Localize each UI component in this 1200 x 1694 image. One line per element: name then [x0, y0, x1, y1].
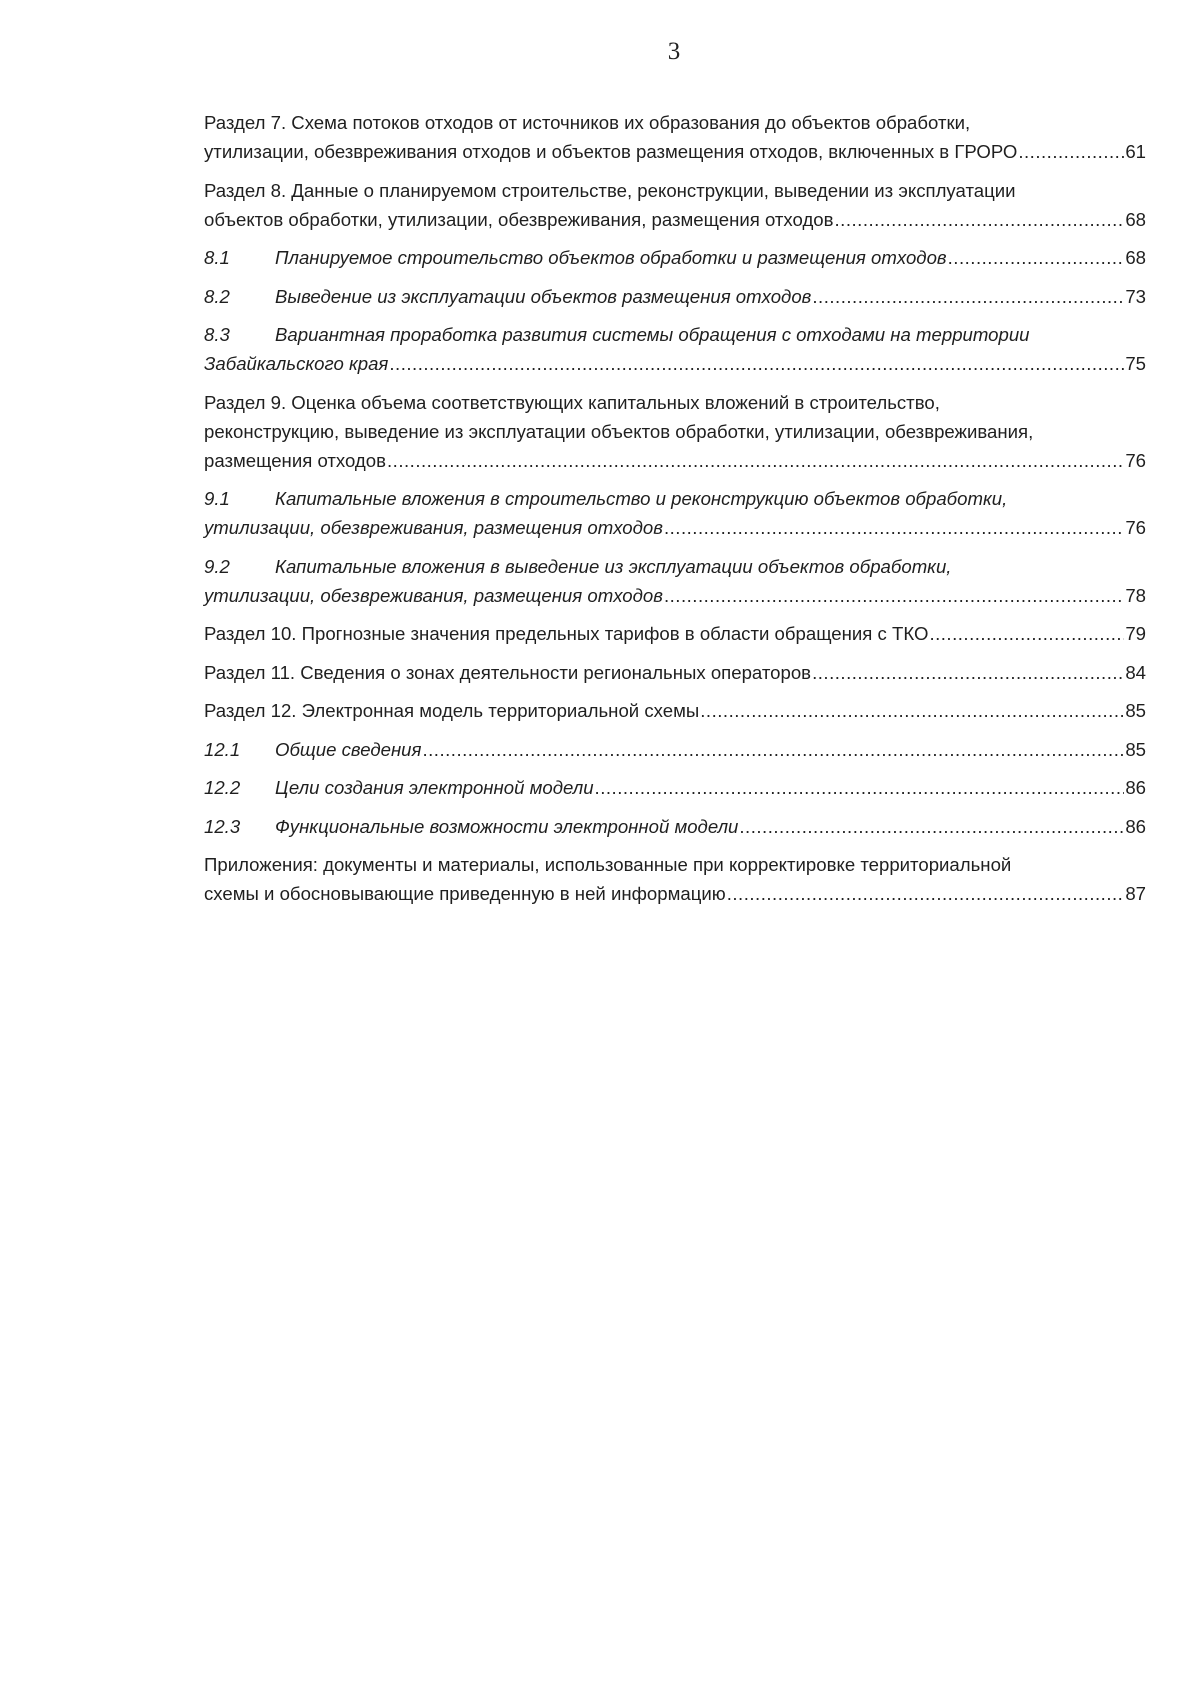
toc-page-number: 85 — [1125, 738, 1146, 760]
toc-page-number: 84 — [1125, 661, 1146, 683]
dot-leader — [595, 773, 1125, 802]
dot-leader — [422, 735, 1124, 764]
toc-entry-title-line: Раздел 10. Прогнозные значения предельных тарифов в области обращения с ТКО — [204, 623, 929, 644]
toc-page-number: 85 — [1125, 700, 1146, 721]
toc-entry-number: 12.2 — [204, 777, 241, 798]
toc-entry-title-line: утилизации, обезвреживания, размещения отходов — [204, 517, 663, 538]
toc-entry-number: 8.1 — [204, 247, 230, 268]
toc-entry-title-line: Функциональные возможности электронной модели — [275, 815, 739, 837]
toc-section-entry[interactable] — [204, 658, 1146, 687]
toc-entry-number: 12.1 — [204, 738, 241, 760]
toc-page-number: 87 — [1125, 883, 1146, 904]
toc-entry-title-line: Цели создания электронной модели — [275, 777, 594, 798]
toc-entry-title-line: Капитальные вложения в строительство и реконструкцию объектов обработки, — [275, 488, 1008, 509]
toc-entry-title-line: Капитальные вложения в выведение из эксплуатации объектов обработки, — [275, 555, 952, 577]
toc-subsection-entry[interactable] — [204, 320, 1146, 378]
dot-leader — [948, 243, 1125, 272]
dot-leader — [700, 696, 1124, 725]
toc-section-entry[interactable] — [204, 619, 1146, 648]
dot-leader — [739, 812, 1124, 841]
dot-leader — [929, 619, 1124, 648]
toc-entry-number: 9.2 — [204, 555, 230, 577]
toc-section-entry[interactable] — [204, 850, 1146, 908]
table-of-contents — [204, 108, 1146, 918]
toc-entry-title-line: утилизации, обезвреживания, размещения отходов — [204, 584, 663, 606]
toc-subsection-entry[interactable] — [204, 773, 1146, 802]
dot-leader — [727, 879, 1125, 908]
toc-entry-title-line: схемы и обосновывающие приведенную в ней информацию — [204, 883, 726, 904]
toc-page-number: 68 — [1125, 208, 1146, 230]
toc-page-number: 61 — [1125, 141, 1146, 162]
toc-entry-title-line: размещения отходов — [204, 449, 386, 471]
toc-section-entry[interactable] — [204, 108, 1146, 166]
toc-subsection-entry[interactable] — [204, 243, 1146, 272]
toc-entry-title-line: Общие сведения — [275, 738, 422, 760]
toc-entry-title-line: Приложения: документы и материалы, использованные при корректировке территориальной — [204, 854, 1012, 875]
dot-leader — [664, 513, 1124, 542]
toc-subsection-entry[interactable] — [204, 812, 1146, 841]
toc-entry-title-line: Выведение из эксплуатации объектов размещения отходов — [275, 285, 812, 307]
toc-entry-number: 12.3 — [204, 815, 241, 837]
toc-entry-title-line: Раздел 11. Сведения о зонах деятельности региональных операторов — [204, 661, 812, 683]
toc-subsection-entry[interactable] — [204, 282, 1146, 311]
page-number: 3 — [667, 38, 681, 65]
toc-entry-title-line: Раздел 9. Оценка объема соответствующих капитальных вложений в строительство, — [204, 391, 940, 413]
toc-page-number: 78 — [1125, 584, 1146, 606]
toc-entry-title-line: утилизации, обезвреживания отходов и объектов размещения отходов, включенных в ГРОРО — [204, 141, 1018, 162]
toc-entry-number: 8.3 — [204, 324, 230, 345]
dot-leader — [389, 349, 1124, 378]
toc-entry-title-line: реконструкцию, выведение из эксплуатации объектов обработки, утилизации, обезвреживания, — [204, 420, 1034, 442]
toc-subsection-entry[interactable] — [204, 552, 1146, 610]
toc-entry-title-line: объектов обработки, утилизации, обезвреживания, размещения отходов — [204, 208, 834, 230]
toc-entry-title-line: Раздел 12. Электронная модель территориальной схемы — [204, 700, 700, 721]
toc-page-number: 76 — [1125, 517, 1146, 538]
toc-page-number: 68 — [1125, 247, 1146, 268]
toc-entry-title-line: Забайкальского края — [204, 353, 389, 374]
toc-subsection-entry[interactable] — [204, 735, 1146, 764]
toc-entry-number: 9.1 — [204, 488, 230, 509]
toc-page-number: 76 — [1125, 449, 1146, 471]
dot-leader — [812, 658, 1124, 687]
toc-section-entry[interactable] — [204, 696, 1146, 725]
dot-leader — [1018, 137, 1124, 166]
toc-entry-title-line: Вариантная проработка развития системы обращения с отходами на территории — [275, 324, 1030, 345]
toc-section-entry[interactable] — [204, 176, 1146, 234]
toc-entry-title-line: Раздел 7. Схема потоков отходов от источников их образования до объектов обработки, — [204, 112, 971, 133]
dot-leader — [835, 205, 1125, 234]
toc-entry-title-line: Раздел 8. Данные о планируемом строительстве, реконструкции, выведении из эксплуатации — [204, 179, 1016, 201]
toc-page-number: 86 — [1125, 815, 1146, 837]
toc-page-number: 79 — [1125, 623, 1146, 644]
dot-leader — [387, 446, 1124, 475]
toc-entry-title-line: Планируемое строительство объектов обработки и размещения отходов — [275, 247, 947, 268]
toc-section-entry[interactable] — [204, 388, 1146, 475]
dot-leader — [812, 282, 1124, 311]
dot-leader — [664, 581, 1124, 610]
toc-page-number: 73 — [1125, 285, 1146, 307]
toc-page-number: 86 — [1125, 777, 1146, 798]
toc-subsection-entry[interactable] — [204, 484, 1146, 542]
toc-entry-number: 8.2 — [204, 285, 230, 307]
toc-page-number: 75 — [1125, 353, 1146, 374]
